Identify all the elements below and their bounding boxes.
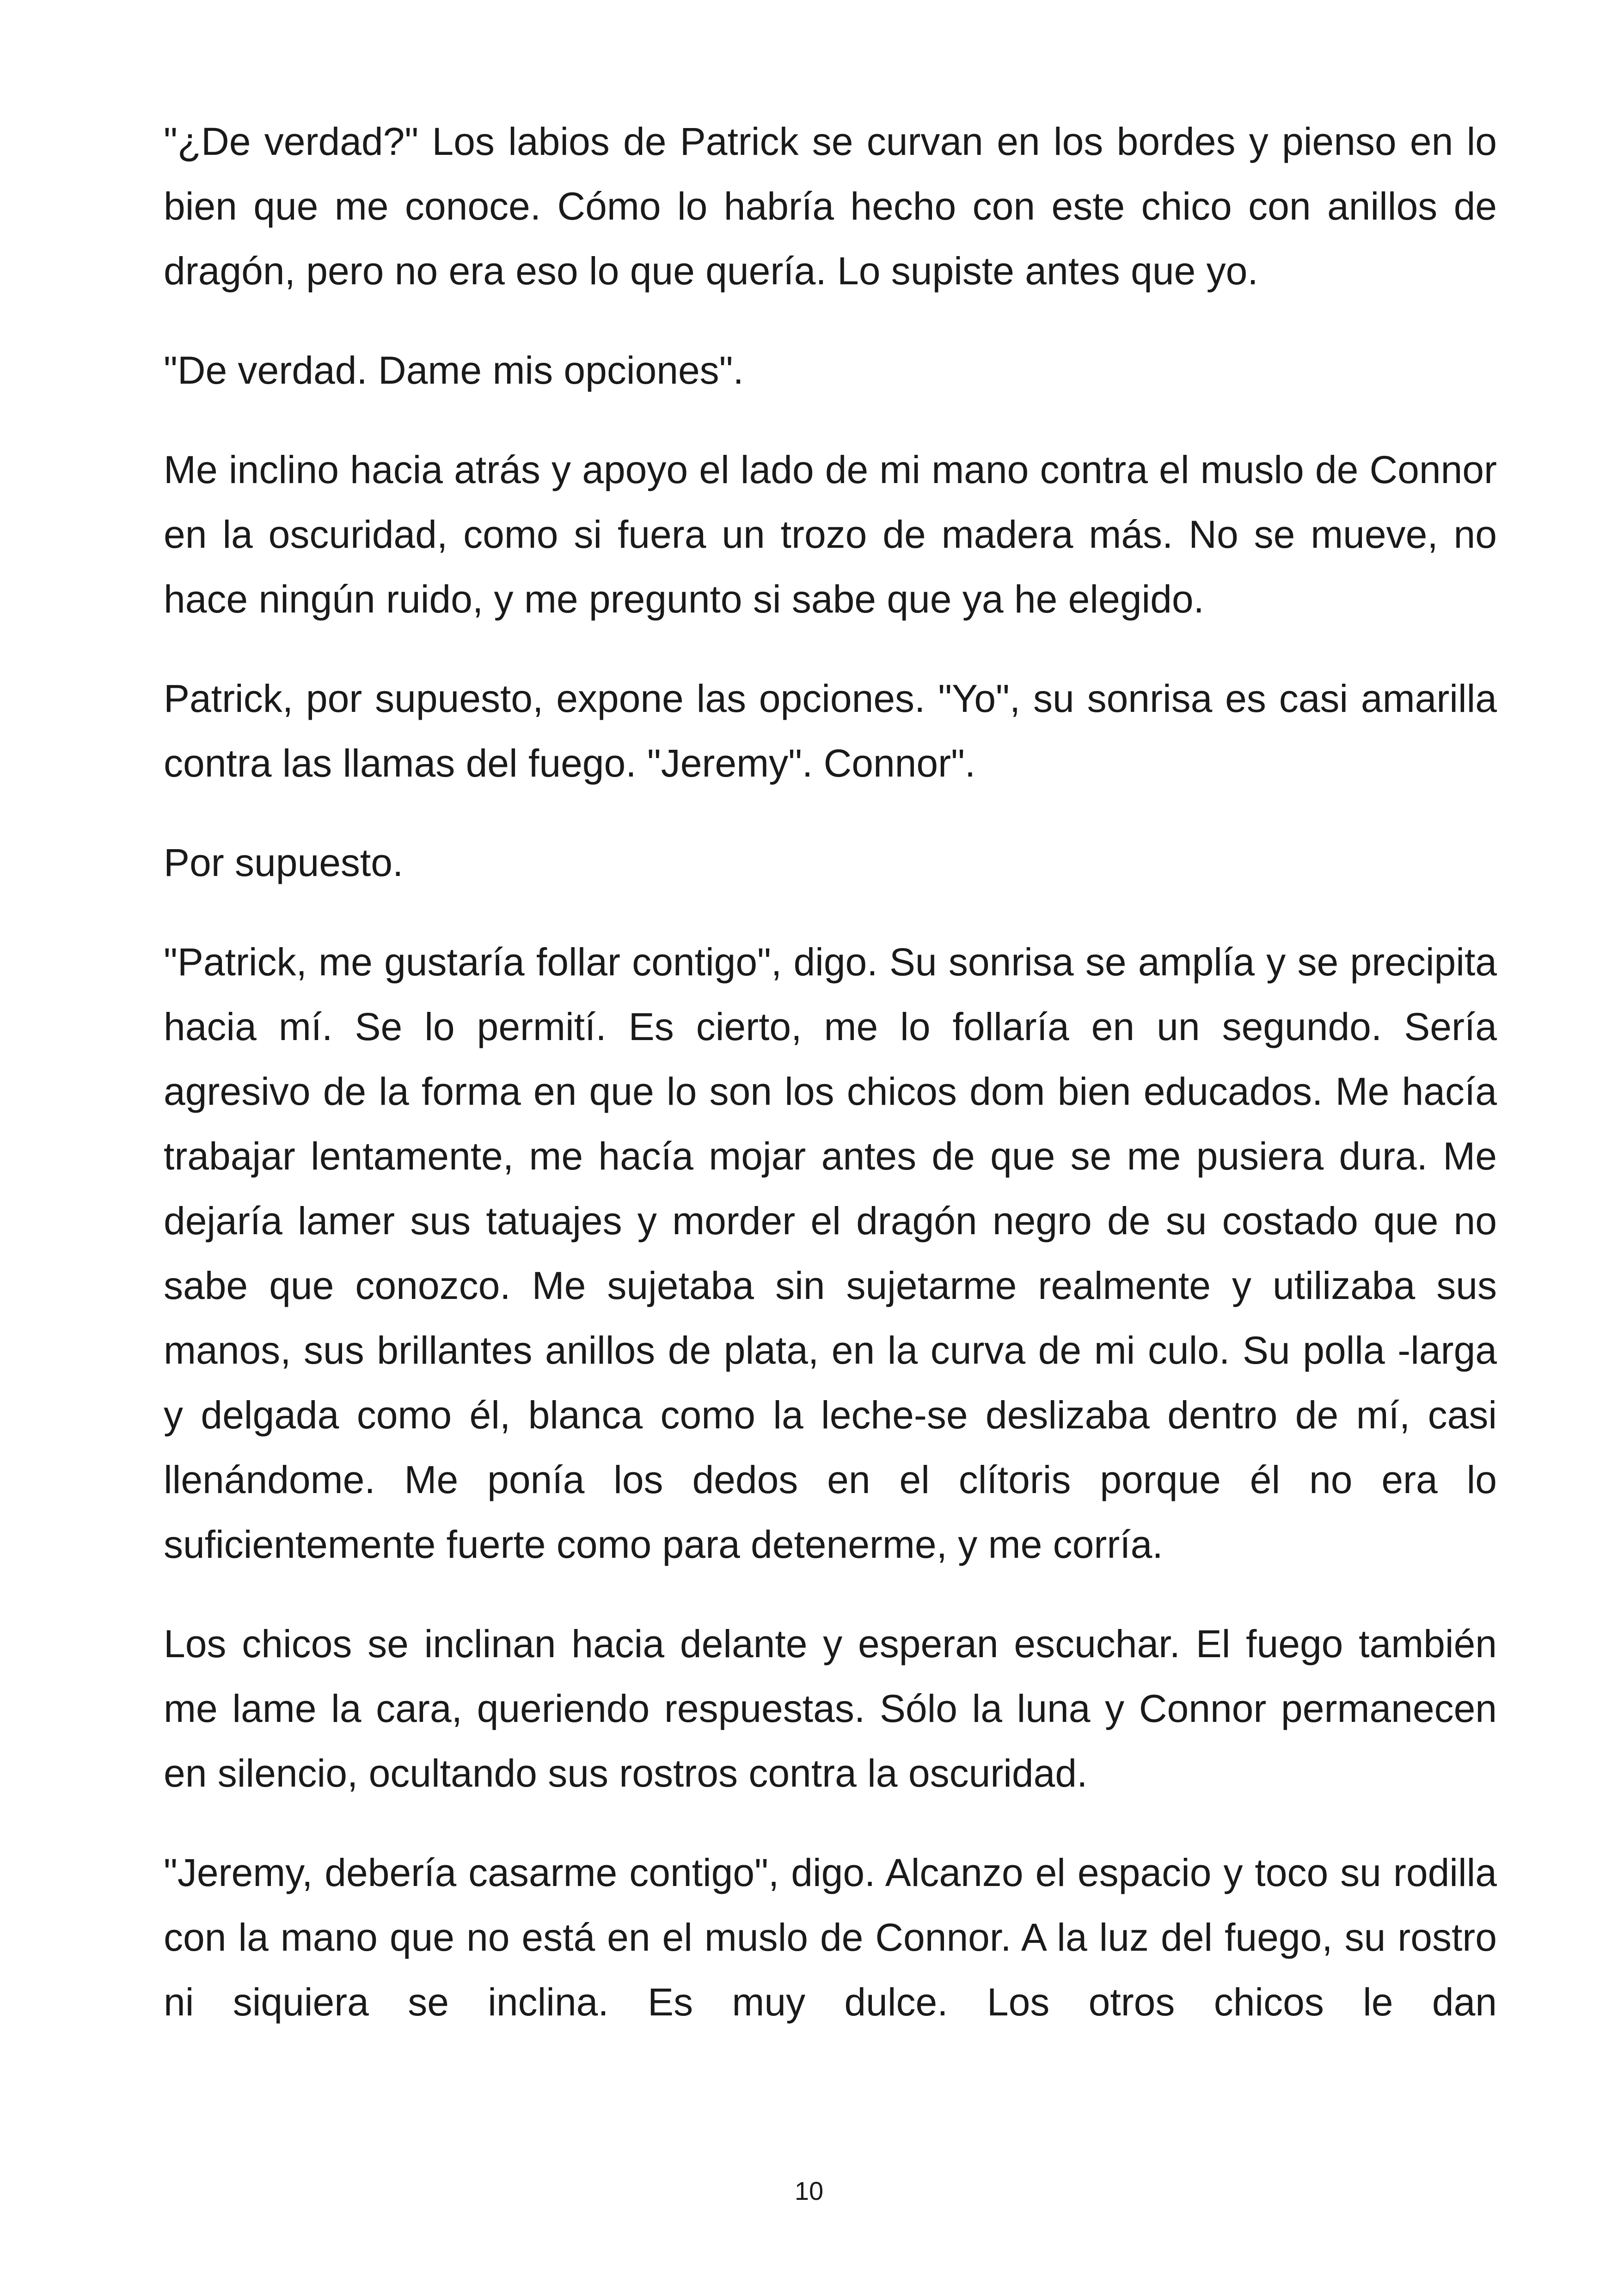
paragraph-5: Por supuesto. [164, 841, 404, 884]
paragraph-7: Los chicos se inclinan hacia delante y esperan escuchar. El fuego también me lame la cara, queriendo respuestas. Sólo la luna y Connor permanecen en silencio, ocultando sus rostros contra la oscuridad. [164, 1622, 1497, 1795]
paragraph-8: "Jeremy, debería casarme contigo", digo. Alcanzo el espacio y toco su rodilla con la mano que no está en el muslo de Connor. A la luz del fuego, su rostro ni siquiera se inclina. Es muy dulce. Los otros chicos le dan [164, 1851, 1497, 2024]
page-number: 10 [794, 2176, 824, 2205]
body-text [164, 109, 1497, 2069]
paragraph-3: Me inclino hacia atrás y apoyo el lado de mi mano contra el muslo de Connor en la oscuridad, como si fuera un trozo de madera más. No se mueve, no hace ningún ruido, y me pregunto si sabe que ya he elegido. [164, 448, 1497, 621]
paragraph-2: "De verdad. Dame mis opciones". [164, 349, 744, 392]
paragraph-1: "¿De verdad?" Los labios de Patrick se curvan en los bordes y pienso en lo bien que me conoce. Cómo lo habría hecho con este chico con anillos de dragón, pero no era eso lo que quería. Lo supiste antes que yo. [164, 120, 1497, 293]
paragraph-4: Patrick, por supuesto, expone las opciones. "Yo", su sonrisa es casi amarilla contra las llamas del fuego. "Jeremy". Connor". [164, 677, 1497, 785]
paragraph-6: "Patrick, me gustaría follar contigo", digo. Su sonrisa se amplía y se precipita hacia mí. Se lo permití. Es cierto, me lo follaría en un segundo. Sería agresivo de la forma en que lo son los chicos dom bien educados. Me hacía trabajar lentamente, me hacía mojar antes de que se me pusiera dura. Me dejaría lamer sus tatuajes y morder el dragón negro de su costado que no sabe que conozco. Me sujetaba sin sujetarme realmente y utilizaba sus manos, sus brillantes anillos de plata, en la curva de mi culo. Su polla -larga y delgada como él, blanca como la leche-se deslizaba dentro de mí, casi llenándome. Me ponía los dedos en el clítoris porque él no era lo suficientemente fuerte como para detenerme, y me corría. [164, 940, 1497, 1566]
